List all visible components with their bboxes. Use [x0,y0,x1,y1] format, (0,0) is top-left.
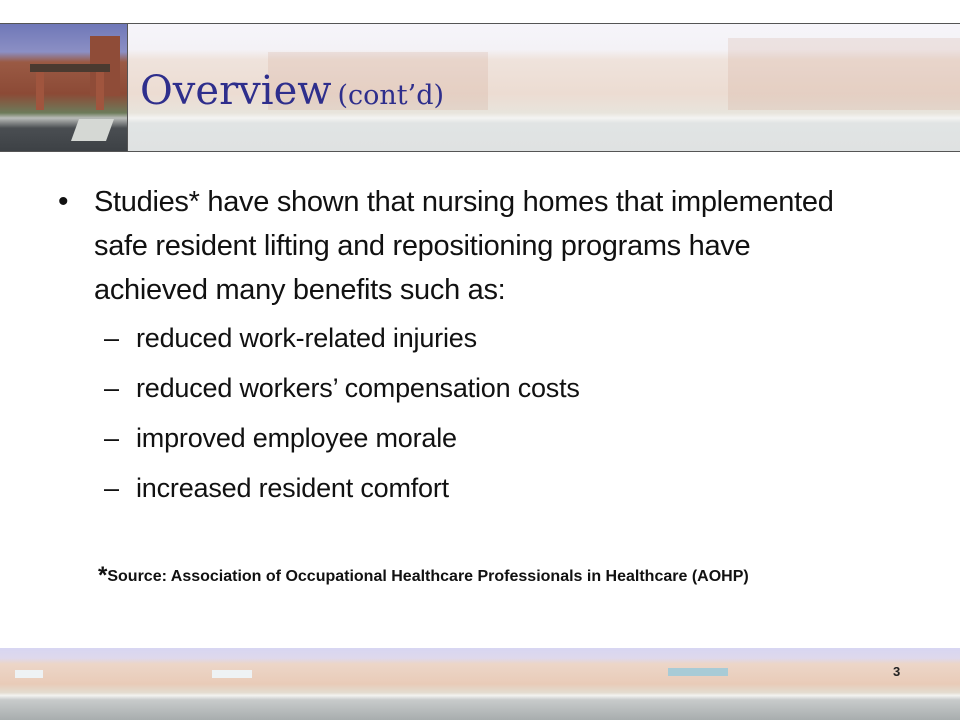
window [15,670,43,678]
walkway [71,119,114,141]
asterisk: * [98,562,108,589]
header-banner [0,23,960,152]
building-photo [0,24,128,151]
dash-marker: – [104,423,120,453]
slide-title [140,68,444,114]
building-canopy [30,64,110,72]
dash-marker: – [104,473,120,503]
building-pillar [36,72,44,110]
source-text: Source: Association of Occupational Healthcare Professionals in Healthcare (AOHP) [107,568,749,585]
window [212,670,252,678]
title-main: Overview [140,68,332,114]
dash-marker: – [104,323,120,353]
list-item-text: improved employee morale [136,423,457,453]
list-item-text: reduced workers’ compensation costs [136,373,580,403]
bullet-marker: • [58,185,69,218]
list-item-text: increased resident comfort [136,473,449,503]
bullet-text: Studies* have shown that nursing homes that implemented safe resident lifting and repositioning programs have achieved many benefits such as: [94,186,834,306]
source-citation [98,563,798,590]
title-suffix: (cont’d) [337,80,445,111]
dash-marker: – [104,373,120,403]
page-number: 3 [893,664,901,679]
building-pillar [96,72,104,110]
window [668,668,728,676]
footer-banner [0,648,960,720]
list-item-text: reduced work-related injuries [136,323,477,353]
faded-building-section [728,38,960,110]
